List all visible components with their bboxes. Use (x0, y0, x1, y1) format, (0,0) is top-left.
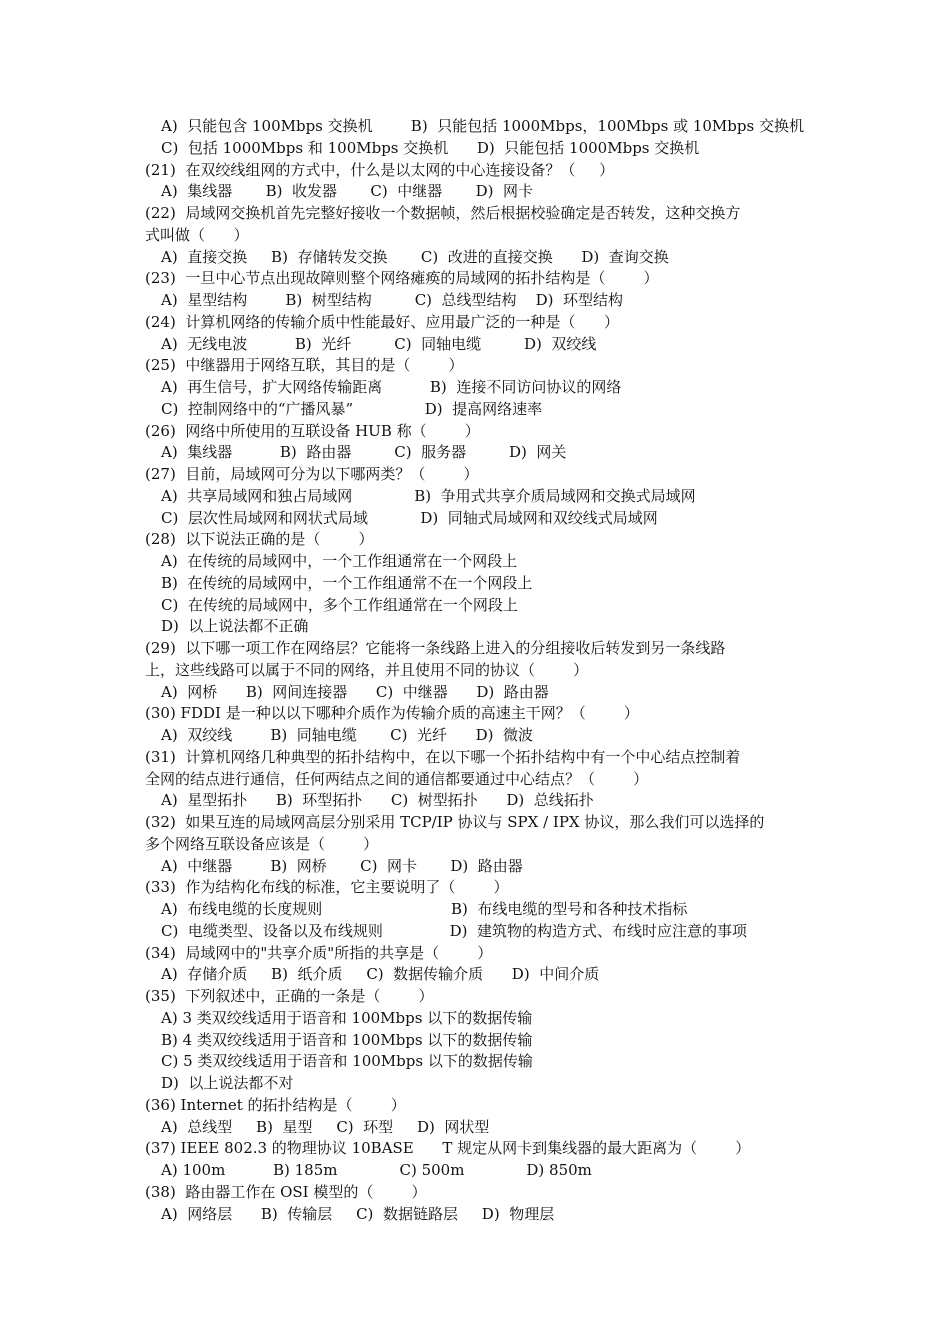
question-list (145, 116, 810, 1225)
answer-options: A) 网桥 B) 网间连接器 C) 中继器 D) 路由器 (161, 682, 549, 701)
answer-options: C) 层次性局域网和网状式局域 D) 同轴式局域网和双绞线式局域网 (161, 508, 658, 527)
answer-options: A) 100m B) 185m C) 500m D) 850m (161, 1161, 592, 1179)
answer-options: C) 包括 1000Mbps 和 100Mbps 交换机 D) 只能包括 1000Mbps 交换机 (161, 138, 700, 157)
question-text: (34) 局域网中的"共享介质"所指的共享是（ ） (145, 943, 493, 962)
question-text: 式叫做（ ） (145, 225, 249, 244)
answer-options: D) 以上说法都不对 (161, 1074, 294, 1092)
question-text: (23) 一旦中心节点出现故障则整个网络瘫痪的局域网的拓扑结构是（ ） (145, 269, 659, 288)
question-text: (21) 在双绞线组网的方式中，什么是以太网的中心连接设备？（ ） (145, 160, 615, 179)
answer-options: A) 总线型 B) 星型 C) 环型 D) 网状型 (161, 1117, 490, 1136)
answer-options: A) 只能包含 100Mbps 交换机 B) 只能包括 1000Mbps，100Mbps 或 10Mbps 交换机 (161, 117, 804, 135)
answer-options: A) 直接交换 B) 存储转发交换 C) 改进的直接交换 D) 查询交换 (161, 247, 669, 266)
answer-options: A) 网络层 B) 传输层 C) 数据链路层 D) 物理层 (161, 1204, 555, 1223)
question-text: 上，这些线路可以属于不同的网络，并且使用不同的协议（ ） (145, 660, 589, 679)
answer-options: B) 在传统的局域网中，一个工作组通常不在一个网段上 (161, 573, 533, 592)
answer-options: A) 存储介质 B) 纸介质 C) 数据传输介质 D) 中间介质 (161, 965, 600, 984)
answer-options: A) 3 类双绞线适用于语音和 100Mbps 以下的数据传输 (161, 1008, 533, 1027)
answer-options: C) 电缆类型、设备以及布线规则 D) 建筑物的构造方式、布线时应注意的事项 (161, 921, 748, 940)
question-text: (30) FDDI 是一种以以下哪种介质作为传输介质的高速主干网？（ ） (145, 704, 639, 723)
question-text: (35) 下列叙述中，正确的一条是（ ） (145, 987, 434, 1005)
question-text: (33) 作为结构化布线的标准，它主要说明了（ ） (145, 878, 509, 897)
answer-options: B) 4 类双绞线适用于语音和 100Mbps 以下的数据传输 (161, 1030, 533, 1049)
answer-options: A) 双绞线 B) 同轴电缆 C) 光纤 D) 微波 (161, 726, 534, 744)
answer-options: A) 布线电缆的长度规则 B) 布线电缆的型号和各种技术指标 (161, 900, 688, 918)
answer-options: A) 在传统的局域网中，一个工作组通常在一个网段上 (161, 552, 518, 570)
question-text: (22) 局域网交换机首先完整好接收一个数据帧，然后根据校验确定是否转发，这种交换方 (145, 204, 741, 222)
answer-options: A) 再生信号，扩大网络传输距离 B) 连接不同访问协议的网络 (161, 378, 622, 396)
answer-options: C) 控制网络中的“广播风暴” D) 提高网络速率 (161, 399, 543, 418)
question-text: (38) 路由器工作在 OSI 模型的（ ） (145, 1182, 427, 1201)
answer-options: A) 集线器 B) 路由器 C) 服务器 D) 网关 (161, 443, 567, 462)
answer-options: A) 星型拓扑 B) 环型拓扑 C) 树型拓扑 D) 总线拓扑 (161, 791, 594, 810)
question-text: (27) 目前，局域网可分为以下哪两类？（ ） (145, 465, 479, 483)
question-text: (25) 中继器用于网络互联，其目的是（ ） (145, 356, 464, 375)
answer-options: A) 星型结构 B) 树型结构 C) 总线型结构 D) 环型结构 (161, 291, 624, 309)
question-text: (31) 计算机网络几种典型的拓扑结构中，在以下哪一个拓扑结构中有一个中心结点控制着 (145, 747, 741, 766)
question-text: (32) 如果互连的局域网高层分别采用 TCP/IP 协议与 SPX / IPX 协议，那么我们可以选择的 (145, 813, 765, 831)
answer-options: C) 5 类双绞线适用于语音和 100Mbps 以下的数据传输 (161, 1052, 533, 1071)
answer-options: C) 在传统的局域网中，多个工作组通常在一个网段上 (161, 595, 518, 614)
answer-options: A) 集线器 B) 收发器 C) 中继器 D) 网卡 (161, 182, 534, 201)
question-text: (28) 以下说法正确的是（ ） (145, 530, 374, 549)
answer-options: A) 无线电波 B) 光纤 C) 同轴电缆 D) 双绞线 (161, 334, 597, 353)
question-text: 多个网络互联设备应该是（ ） (145, 834, 379, 853)
question-text: (24) 计算机网络的传输介质中性能最好、应用最广泛的一种是（ ） (145, 312, 619, 331)
question-text: (26) 网络中所使用的互联设备 HUB 称（ ） (145, 421, 480, 440)
answer-options: D) 以上说法都不正确 (161, 617, 309, 636)
answer-options: A) 共享局域网和独占局域网 B) 争用式共享介质局域网和交换式局域网 (161, 486, 696, 505)
question-text: 全网的结点进行通信，任何两结点之间的通信都要通过中心结点？（ ） (145, 769, 649, 788)
question-text: (36) Internet 的拓扑结构是（ ） (145, 1095, 406, 1114)
answer-options: A) 中继器 B) 网桥 C) 网卡 D) 路由器 (161, 856, 523, 875)
question-text: (29) 以下哪一项工作在网络层？它能将一条线路上进入的分组接收后转发到另一条线路 (145, 639, 726, 657)
question-text: (37) IEEE 802.3 的物理协议 10BASE T 规定从网卡到集线器的最大距离为（ ） (145, 1139, 751, 1158)
